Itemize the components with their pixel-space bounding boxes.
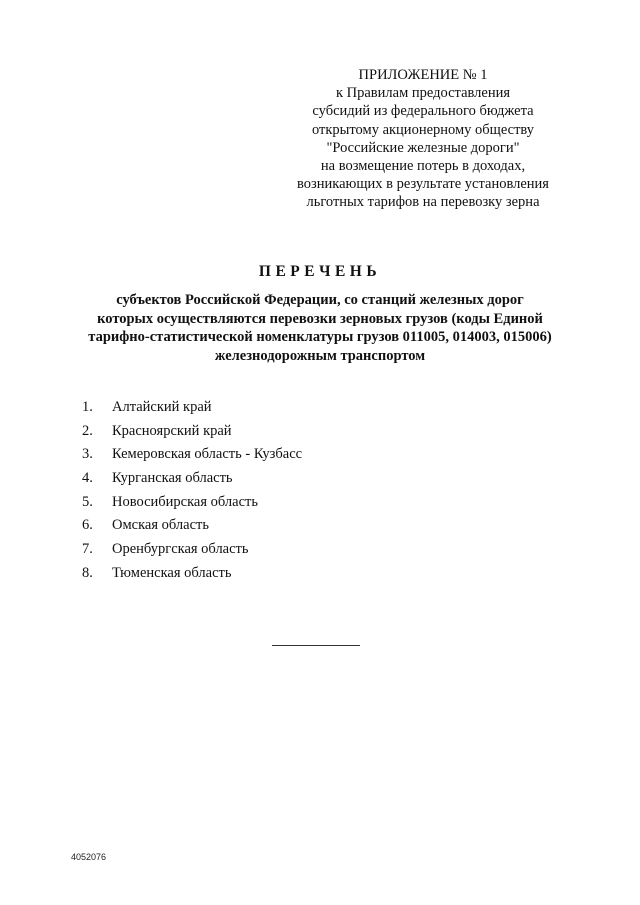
appendix-line: субсидий из федерального бюджета (312, 103, 534, 120)
list-item (82, 468, 302, 492)
list-item-name: Оренбургская область (112, 541, 249, 558)
list-item (82, 421, 302, 445)
list-item (82, 397, 302, 421)
appendix-line: возникающих в результате установления (297, 176, 549, 193)
list-item-number: 1. (82, 399, 93, 415)
document-subtitle (60, 291, 580, 365)
list-item (82, 492, 302, 516)
list-item-name: Омская область (112, 517, 209, 534)
subtitle-line: тарифно-статистической номенклатуры грузов 011005, 014003, 015006) (88, 329, 552, 345)
list-item (82, 515, 302, 539)
list-item-number: 4. (82, 470, 93, 487)
list-item-name: Алтайский край (112, 399, 212, 415)
list-item-name: Курганская область (112, 470, 233, 487)
subtitle-line: субъектов Российской Федерации, со станций железных дорог (116, 292, 524, 308)
document-code: 4052076 (71, 852, 107, 862)
subtitle-line: которых осуществляются перевозки зерновых грузов (коды Единой (97, 310, 543, 327)
appendix-line: "Российские железные дороги" (326, 139, 520, 156)
appendix-line: к Правилам предоставления (335, 85, 511, 102)
list-item (82, 539, 302, 563)
appendix-line: ПРИЛОЖЕНИЕ № 1 (358, 67, 488, 83)
list-item-name: Новосибирская область (112, 493, 258, 510)
list-item-number: 8. (82, 564, 93, 581)
closing-divider (272, 645, 360, 646)
list-item-name: Красноярский край (112, 422, 232, 439)
list-item-name: Кемеровская область - Кузбасс (112, 446, 303, 463)
document-title: ПЕРЕЧЕНЬ (258, 263, 382, 280)
appendix-header (288, 66, 558, 212)
list-item-name: Тюменская область (112, 564, 232, 581)
list-item (82, 563, 302, 587)
appendix-line: льготных тарифов на перевозку зерна (306, 194, 540, 211)
list-item-number: 2. (82, 422, 93, 439)
subtitle-line: железнодорожным транспортом (214, 347, 426, 364)
appendix-line: на возмещение потерь в доходах, (320, 158, 526, 175)
list-item-number: 6. (82, 517, 93, 534)
list-item-number: 5. (82, 493, 93, 510)
appendix-line: открытому акционерному обществу (311, 121, 535, 138)
list-item-number: 3. (82, 446, 93, 463)
list-item-number: 7. (82, 541, 93, 558)
list-item (82, 444, 302, 468)
regions-list (82, 397, 302, 587)
